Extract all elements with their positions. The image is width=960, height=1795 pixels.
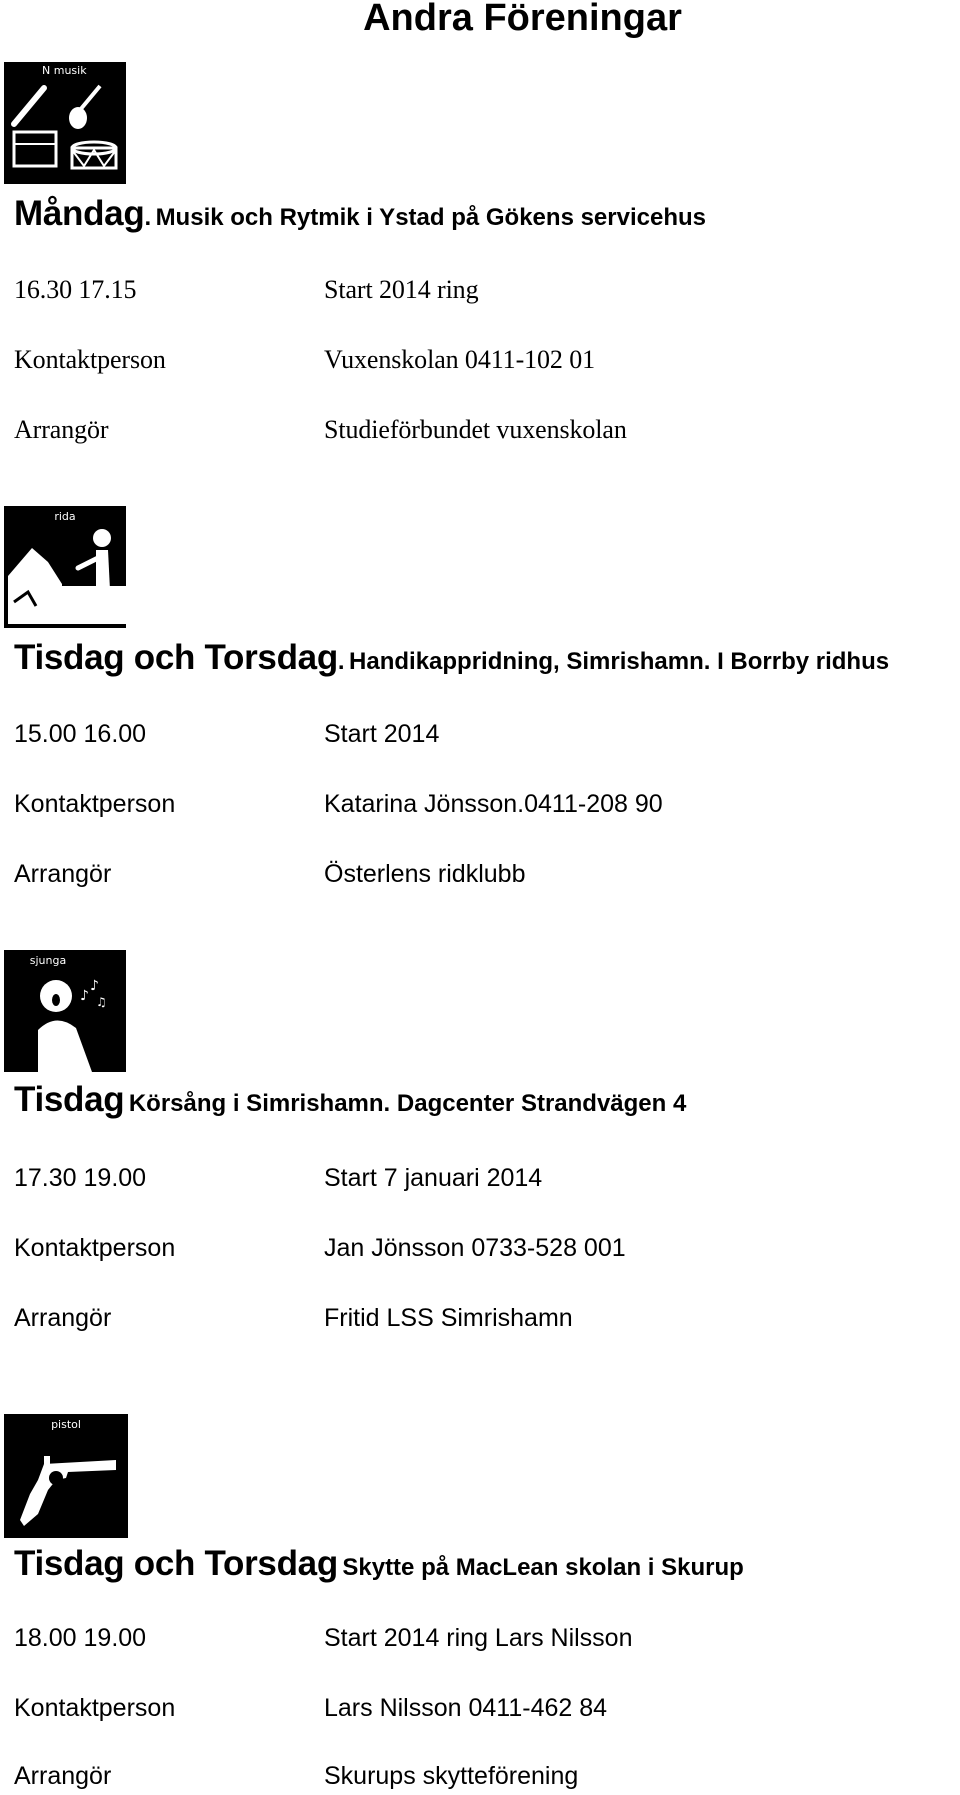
row-key: Kontaktperson <box>14 790 176 818</box>
organizer-row <box>14 1302 944 1334</box>
contact-row <box>14 344 944 376</box>
section-day: Tisdag och Torsdag <box>14 638 338 677</box>
section-separator: . <box>144 204 152 231</box>
row-value: Katarina Jönsson.0411-208 90 <box>324 790 663 818</box>
section-heading <box>14 638 889 678</box>
horse-riding-pictogram-icon <box>4 506 126 628</box>
row-value: Studieförbundet vuxenskolan <box>324 415 627 444</box>
page-title: Andra Föreningar <box>363 0 682 39</box>
section-heading <box>14 1544 744 1584</box>
section-heading <box>14 1080 686 1120</box>
time-row <box>14 1622 944 1654</box>
singing-pictogram-label: sjunga <box>29 954 67 967</box>
row-key: 17.30 19.00 <box>14 1164 147 1192</box>
music-pictogram-icon <box>4 62 126 184</box>
section-description: Handikappridning, Simrishamn. I Borrby ridhus <box>349 648 890 675</box>
row-key: Arrangör <box>14 1304 112 1332</box>
organizer-row <box>14 1760 944 1792</box>
svg-text:♪: ♪ <box>80 988 89 1004</box>
organizer-row <box>14 414 944 446</box>
row-value: Jan Jönsson 0733-528 001 <box>324 1234 626 1262</box>
section-separator: . <box>337 648 345 675</box>
row-key: 15.00 16.00 <box>14 720 147 748</box>
contact-row <box>14 1232 944 1264</box>
row-key: Kontaktperson <box>14 345 166 374</box>
row-value: Fritid LSS Simrishamn <box>324 1304 573 1332</box>
music-pictogram-label: N musik <box>42 64 87 77</box>
row-value: Skurups skytteförening <box>324 1762 579 1790</box>
row-value: Start 2014 ring <box>324 275 479 304</box>
row-key: Kontaktperson <box>14 1694 176 1722</box>
row-key: Arrangör <box>14 860 112 888</box>
row-key: 16.30 17.15 <box>14 275 137 304</box>
horse-riding-pictogram-label: rida <box>54 510 76 523</box>
row-value: Start 7 januari 2014 <box>324 1164 543 1192</box>
section-day: Tisdag <box>14 1080 125 1119</box>
row-value: Lars Nilsson 0411-462 84 <box>324 1694 608 1722</box>
svg-text:♫: ♫ <box>96 995 107 1009</box>
row-value: Start 2014 ring Lars Nilsson <box>324 1624 633 1652</box>
row-key: Arrangör <box>14 1762 112 1790</box>
contact-row <box>14 788 944 820</box>
pistol-pictogram-label: pistol <box>51 1418 81 1431</box>
singing-pictogram-icon <box>4 950 126 1072</box>
row-key: Kontaktperson <box>14 1234 176 1262</box>
row-value: Start 2014 <box>324 720 440 748</box>
time-row <box>14 1162 944 1194</box>
row-key: 18.00 19.00 <box>14 1624 147 1652</box>
row-value: Vuxenskolan 0411-102 01 <box>324 345 596 374</box>
svg-text:♪: ♪ <box>90 978 99 994</box>
section-day: Måndag <box>14 194 145 233</box>
row-key: Arrangör <box>14 415 109 444</box>
section-description: Körsång i Simrishamn. Dagcenter Strandvägen 4 <box>128 1090 687 1117</box>
row-value: Österlens ridklubb <box>324 860 526 888</box>
organizer-row <box>14 858 944 890</box>
time-row <box>14 718 944 750</box>
section-day: Tisdag och Torsdag <box>14 1544 338 1583</box>
section-description: Musik och Rytmik i Ystad på Gökens servicehus <box>155 204 706 231</box>
section-description: Skytte på MacLean skolan i Skurup <box>342 1554 744 1581</box>
section-heading <box>14 194 706 234</box>
contact-row <box>14 1692 944 1724</box>
pistol-pictogram-icon <box>4 1414 128 1538</box>
time-row <box>14 274 944 306</box>
